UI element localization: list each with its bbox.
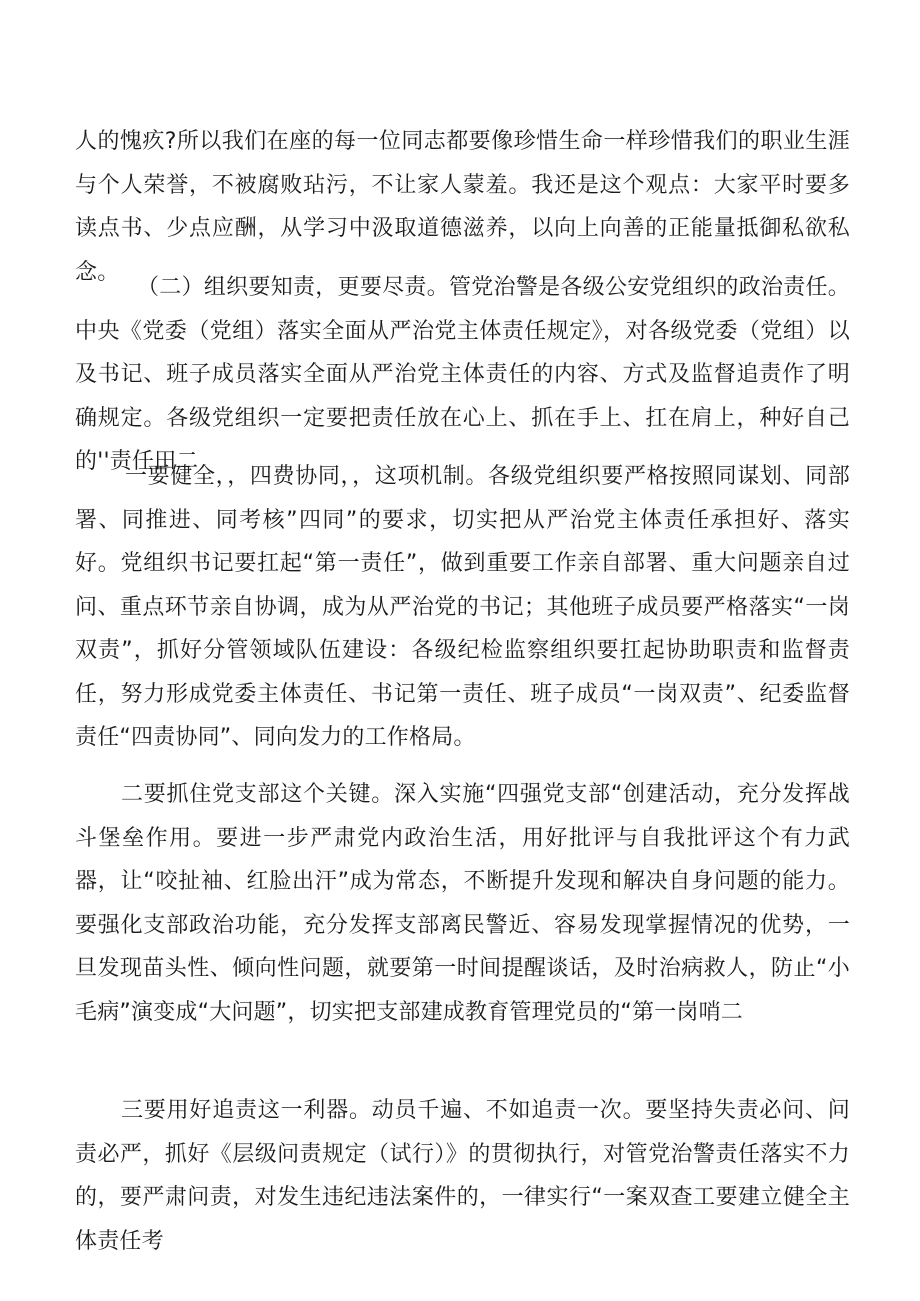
paragraph-1: 人的愧疚?所以我们在座的每一位同志都要像珍惜生命一样珍惜我们的职业生涯与个人荣誉，不被腐败玷污，不让家人蒙羞。我还是这个观点：大家平时要多读点书、少点应酬，从学习中汲取道德滋养，以向上向善的正能量抵御私欲私念。 bbox=[75, 129, 850, 285]
paragraph-5: 三要用好追责这一利器。动员千遍、不如追责一次。要坚持失责必问、问责必严，抓好《层级问责规定（试行）》的贯彻执行，对管党治警责任落实不力的，要严肃问责，对发生违纪违法案件的，一律实行“一案双查工要建立健全主体责任考 bbox=[75, 1098, 850, 1254]
paragraph-4: 二要抓住党支部这个关键。深入实施“四强党支部“创建活动，充分发挥战斗堡垒作用。要进一步严肃党内政治生活，用好批评与自我批评这个有力武器，让“咬扯袖、红脸出汗”成为常态，不断提升发现和解决自身问题的能力。要强化支部政治功能，充分发挥支部离民警近、容易发现掌握情况的优势，一旦发现苗头性、倾向性问题，就要第一时间提醒谈话，及时治病救人，防止“小毛病”演变成“大问题”，切实把支部建成教育管理党员的“第一岗哨二 bbox=[75, 782, 850, 1025]
paragraph-2: （二）组织要知责，更要尽责。管党治警是各级公安党组织的政治责任。中央《党委（党组）落实全面从严治党主体责任规定》，对各级党委（党组）以及书记、班子成员落实全面从严治党主体责任的内容、方式及监督追责作了明确规定。各级党组织一定要把责任放在心上、抓在手上、扛在肩上，种好自己的''责任田二 bbox=[75, 275, 850, 474]
paragraph-3: 一要健全，，四费协同，，这项机制。各级党组织要严格按照同谋划、同部署、同推进、同考核”四同”的要求，切实把从严治党主体责任承担好、落实好。党组织书记要扛起“第一责任”，做到重要工作亲自部署、重大问题亲自过问、重点环节亲自协调，成为从严治党的书记；其他班子成员要严格落实“一岗双责”，抓好分管领域队伍建设：各级纪检监察组织要扛起协助职责和监督责任，努力形成党委主体责任、书记第一责任、班子成员“一岗双责”、纪委监督责任“四责协同”、同向发力的工作格局。 bbox=[75, 464, 850, 750]
